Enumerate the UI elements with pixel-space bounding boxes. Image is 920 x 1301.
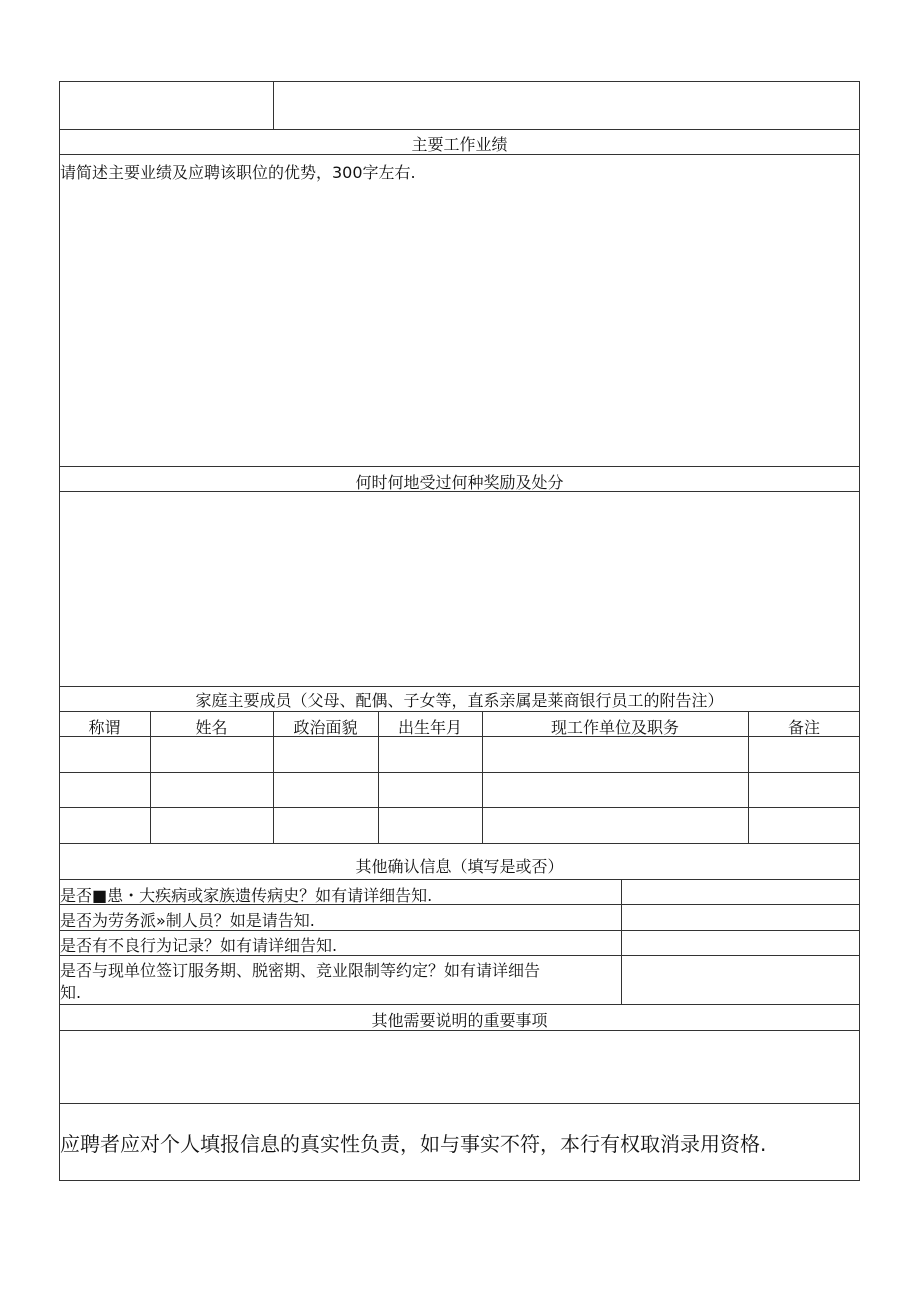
family-rule-row3 — [59, 843, 860, 844]
rule-awards-title — [59, 491, 860, 492]
other-input-area[interactable] — [60, 1032, 859, 1102]
confirm-question-illness: 是否■患・大疾病或家族遗传病史？如有请详细告知. — [60, 886, 433, 905]
rule-top-row — [59, 129, 860, 130]
confirm-question-dispatch: 是否为劳务派»制人员？如是请告知. — [60, 911, 315, 930]
family-col-relation: 称谓 — [88, 718, 121, 737]
rule-main-work-title — [59, 154, 860, 155]
confirm-question-agreement-cont: 知. — [60, 983, 82, 1002]
confirm-answer-conduct[interactable] — [622, 931, 859, 954]
rule-before-family — [59, 686, 860, 687]
confirm-answer-illness[interactable] — [622, 880, 859, 903]
family-col-political: 政治面貌 — [293, 718, 358, 737]
rule-before-notice — [59, 1103, 860, 1104]
rule-before-awards — [59, 466, 860, 467]
confirm-question-conduct: 是否有不良行为记录？如有请详细告知. — [60, 936, 338, 955]
family-col-birth: 出生年月 — [397, 718, 462, 737]
main-work-prompt: 请简述主要业绩及应聘该职位的优势，300字左右. — [60, 163, 416, 182]
family-col-note: 备注 — [787, 718, 820, 737]
main-work-input-area[interactable] — [60, 186, 859, 464]
family-col-work: 现工作单位及职务 — [550, 718, 679, 737]
applicant-declaration: 应聘者应对个人填报信息的真实性负责，如与事实不符，本行有权取消录用资格. — [60, 1132, 767, 1156]
family-row-3[interactable] — [60, 808, 859, 842]
confirm-answer-agreement[interactable] — [622, 956, 859, 1003]
top-row-divider — [273, 81, 274, 129]
rule-before-other — [59, 1004, 860, 1005]
family-row-1[interactable] — [60, 737, 859, 771]
awards-input-area[interactable] — [60, 493, 859, 685]
family-title: 家庭主要成员（父母、配偶、子女等，直系亲属是莱商银行员工的附告注） — [195, 691, 724, 710]
main-work-title: 主要工作业绩 — [411, 135, 508, 154]
other-title: 其他需要说明的重要事项 — [371, 1011, 548, 1030]
rule-other-title — [59, 1030, 860, 1031]
family-row-2[interactable] — [60, 773, 859, 806]
awards-title: 何时何地受过何种奖励及处分 — [355, 473, 564, 492]
confirm-title: 其他确认信息（填写是或否） — [355, 857, 564, 876]
confirm-answer-dispatch[interactable] — [622, 905, 859, 929]
confirm-question-agreement: 是否与现单位签订服务期、脱密期、竞业限制等约定？如有请详细告 — [60, 961, 541, 980]
family-col-name: 姓名 — [195, 718, 228, 737]
rule-family-title — [59, 711, 860, 712]
